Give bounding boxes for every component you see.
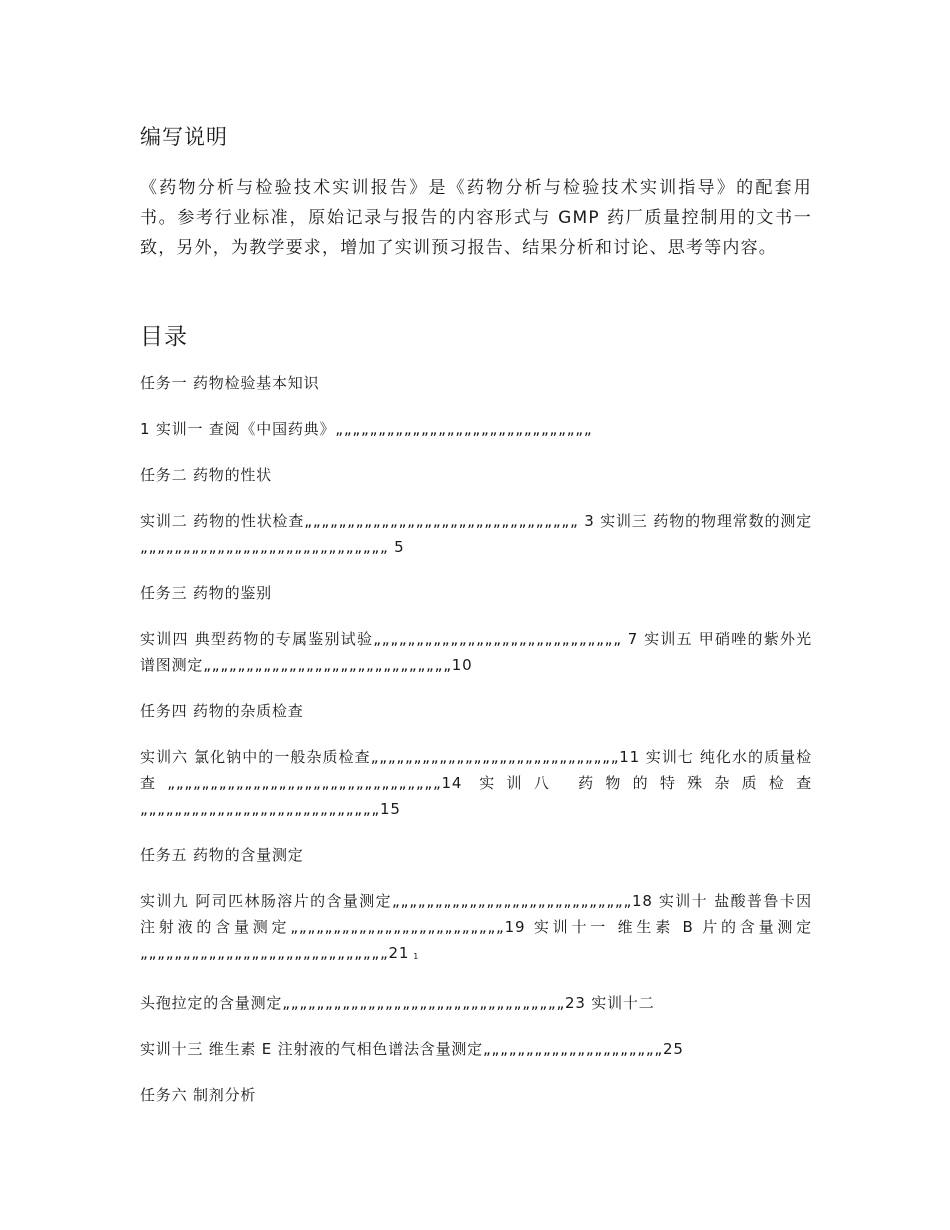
toc-entry-5-note: 1 — [413, 952, 420, 961]
toc-section-6-text: 任务六 制剂分析 — [140, 1086, 257, 1104]
toc-section-1-text: 任务一 药物检验基本知识 — [140, 374, 320, 392]
toc-entry-4 — [140, 744, 812, 822]
heading-table-of-contents: 目录 — [140, 324, 188, 350]
toc-entry-2-text: 实训二 药物的性状检查„„„„„„„„„„„„„„„„„„„„„„„„„„„„„„„„ 3 实训三 药物的物理常数的测定„„„„„„„„„„„„„„„„„„„„„„„„„„„„„ 5 — [140, 512, 812, 556]
toc-entry-6-text: 头孢拉定的含量测定„„„„„„„„„„„„„„„„„„„„„„„„„„„„„„„„„23 实训十二 — [140, 994, 655, 1012]
toc-section-1 — [140, 370, 812, 396]
toc-section-2 — [140, 462, 812, 488]
toc-entry-3 — [140, 626, 812, 678]
toc-section-3 — [140, 580, 812, 606]
toc-entry-6 — [140, 990, 812, 1016]
toc-entry-5-text: 实训九 阿司匹林肠溶片的含量测定„„„„„„„„„„„„„„„„„„„„„„„„„„„„18 实训十 盐酸普鲁卡因注射液的含量测定„„„„„„„„„„„„„„„„„„„„„„„„„19 实训十一 维生素 B 片的含量测定„„„„„„„„„„„„„„„„„„„„„„„„„„„„„21 — [140, 892, 812, 962]
heading-writing-notes: 编写说明 — [140, 125, 228, 149]
toc-entry-3-text: 实训四 典型药物的专属鉴别试验„„„„„„„„„„„„„„„„„„„„„„„„„„„„„ 7 实训五 甲硝唑的紫外光谱图测定„„„„„„„„„„„„„„„„„„„„„„„„„„„„„10 — [140, 630, 812, 674]
toc-section-5 — [140, 842, 812, 868]
toc-section-4-text: 任务四 药物的杂质检查 — [140, 702, 304, 720]
toc-section-5-text: 任务五 药物的含量测定 — [140, 846, 304, 864]
toc-entry-7 — [140, 1036, 812, 1062]
toc-entry-1 — [140, 416, 812, 442]
toc-section-4 — [140, 698, 812, 724]
toc-section-2-text: 任务二 药物的性状 — [140, 466, 272, 484]
table-of-contents — [140, 370, 812, 1128]
toc-section-3-text: 任务三 药物的鉴别 — [140, 584, 272, 602]
toc-entry-2 — [140, 508, 812, 560]
toc-entry-7-text: 实训十三 维生素 E 注射液的气相色谱法含量测定„„„„„„„„„„„„„„„„„„„„„25 — [140, 1040, 684, 1058]
toc-entry-1-text: 1 实训一 查阅《中国药典》„„„„„„„„„„„„„„„„„„„„„„„„„„„„„„ — [140, 420, 593, 438]
intro-paragraph: 《药物分析与检验技术实训报告》是《药物分析与检验技术实训指导》的配套用书。参考行业标准，原始记录与报告的内容形式与 GMP 药厂质量控制用的文书一致，另外，为教学要求，增加了实训预习报告、结果分析和讨论、思考等内容。 — [140, 178, 812, 258]
toc-section-6 — [140, 1082, 812, 1108]
toc-entry-4-text: 实训六 氯化钠中的一般杂质检查„„„„„„„„„„„„„„„„„„„„„„„„„„„„„11 实训七 纯化水的质量检查„„„„„„„„„„„„„„„„„„„„„„„„„„„„„„„„14 实训八 药物的特殊杂质检查„„„„„„„„„„„„„„„„„„„„„„„„„„„„15 — [140, 748, 812, 818]
toc-entry-5 — [140, 888, 812, 970]
